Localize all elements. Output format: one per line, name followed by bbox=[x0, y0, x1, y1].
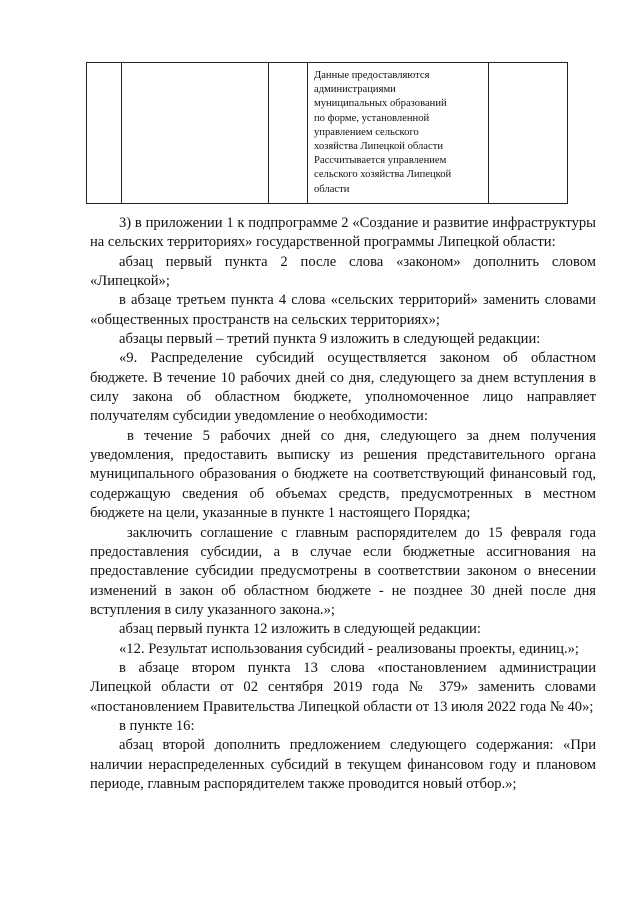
table-cell-indicator bbox=[122, 63, 269, 204]
table-fragment bbox=[86, 62, 568, 204]
table-row bbox=[87, 63, 568, 204]
table-cell-number bbox=[87, 63, 122, 204]
paragraph-point-9-second-dash: заключить соглашение с главным распорядителем до 15 февраля года предоставления субсидии, а в случае если бюджетные ассигнования на предоставление субсидии предусмотрены в соответствии законом о внесении изменений в закон об областном бюджете - не позднее 30 дней после дня вступления в силу указанного закона.»; bbox=[90, 524, 596, 618]
table-cell-unit bbox=[269, 63, 308, 204]
paragraph-point-9-text: «9. Распределение субсидий осуществляется законом об областном бюджете. В течение 10 рабочих дней со дня, следующего за днем вступления в силу закона об областном бюджете, уполномоченное лицо направляет получателям субсидии уведомление о необходимости: bbox=[90, 350, 596, 425]
paragraph-point-9-intro: абзацы первый – третий пункта 9 изложить в следующей редакции: bbox=[119, 331, 541, 348]
document-body bbox=[90, 214, 596, 794]
paragraph-point-16-text: абзац второй дополнить предложением следующего содержания: «При наличии нераспределенных субсидий в текущем финансовом году и плановом периоде, главным распорядителем также проводится новый отбор.»; bbox=[90, 737, 596, 792]
table-cell-empty bbox=[489, 63, 568, 204]
paragraph-point-9-first-dash: в течение 5 рабочих дней со дня, следующего за днем получения уведомления, предоставить выписку из решения представительного органа муниципального образования о бюджете на соответствующий финансовый год, содержащую сведения об объемах средств, предусмотренных в местном бюджете на цели, указанные в пункте 1 настоящего Порядка; bbox=[90, 427, 596, 522]
table-cell-source-text: Данные предоставляются администрациями муниципальных образований по форме, установленной управлением сельского хозяйства Липецкой области Рассчитывается управлением сельского хозяйства Липецкой области bbox=[314, 70, 452, 195]
paragraph-point-16-intro: в пункте 16: bbox=[119, 717, 195, 734]
paragraph-point-13: в абзаце втором пункта 13 слова «постановлением администрации Липецкой области от 02 сентября 2019 года № 379» заменить словами «постановлением Правительства Липецкой области от 13 июля 2022 года № 40»; bbox=[90, 659, 596, 715]
table-cell-source bbox=[308, 63, 489, 204]
paragraph-point-2: абзац первый пункта 2 после слова «законом» дополнить словом «Липецкой»; bbox=[90, 253, 596, 290]
paragraph-item-3: 3) в приложении 1 к подпрограмме 2 «Создание и развитие инфраструктуры на сельских территориях» государственной программы Липецкой области: bbox=[90, 215, 596, 251]
paragraph-point-12-text: «12. Результат использования субсидий - реализованы проекты, единиц.»; bbox=[119, 640, 579, 657]
paragraph-point-4: в абзаце третьем пункта 4 слова «сельских территорий» заменить словами «общественных пространств на сельских территориях»; bbox=[90, 292, 596, 328]
paragraph-point-12-intro: абзац первый пункта 12 изложить в следующей редакции: bbox=[119, 621, 481, 638]
